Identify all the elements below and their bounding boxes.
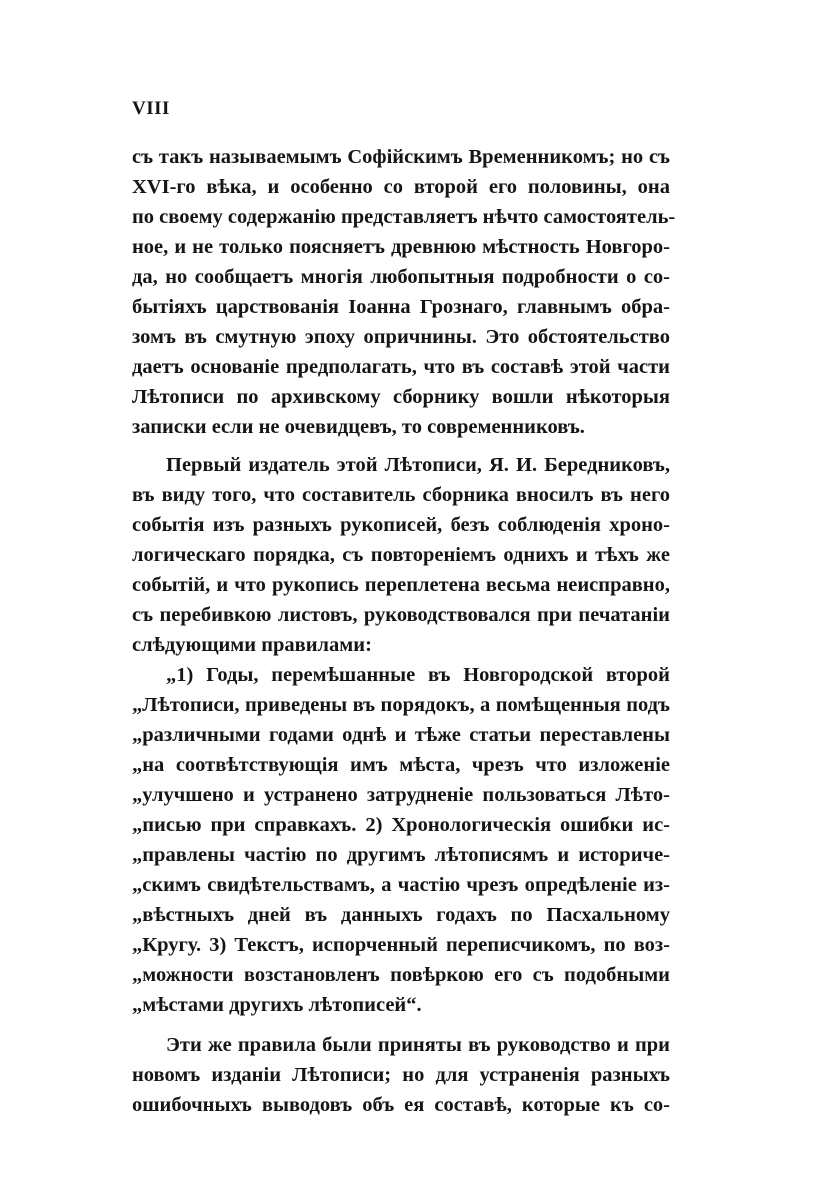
text-line: въ виду того, что составитель сборника вносилъ въ него [132,484,670,506]
text-line: XVI-го вѣка, и особенно со второй его половины, она [132,176,670,198]
text-line: съ перебивкою листовъ, руководствовался при печатаніи [132,604,670,626]
text-line: ошибочныхъ выводовъ объ ея составѣ, которые къ со- [132,1094,670,1116]
text-line: записки если не очевидцевъ, то современниковъ. [132,416,585,438]
text-line: „мѣстами другихъ лѣтописей“. [132,994,422,1016]
text-line: „различными годами однѣ и тѣже статьи переставлены [132,724,670,746]
text-line: „1) Годы, перемѣшанные въ Новгородской второй [166,664,670,686]
text-line: Первый издатель этой Лѣтописи, Я. И. Бередниковъ, [166,454,670,476]
text-line: бытіяхъ царствованія Іоанна Грознаго, главнымъ обра- [132,296,670,318]
text-line: съ такъ называемымъ Софійскимъ Временникомъ; но съ [132,146,670,168]
text-line: „на соотвѣтствующія имъ мѣста, чрезъ что изложеніе [132,754,670,776]
text-line: даетъ основаніе предполагать, что въ составѣ этой части [132,356,670,378]
text-line: слѣдующими правилами: [132,634,372,656]
text-line: Эти же правила были приняты въ руководство и при [166,1034,670,1056]
text-line: событій, и что рукопись переплетена весьма неисправно, [132,574,670,596]
text-line: „правлены частію по другимъ лѣтописямъ и историче- [132,844,670,866]
text-line: „скимъ свидѣтельствамъ, а частію чрезъ опредѣленіе из- [132,874,670,896]
text-line: новомъ изданіи Лѣтописи; но для устраненія разныхъ [132,1064,670,1086]
text-line: по своему содержанію представляетъ нѣчто самостоятель- [132,206,676,228]
text-line: „писью при справкахъ. 2) Хронологическія ошибки ис- [132,814,670,836]
text-line: ное, и не только поясняетъ древнюю мѣстность Новгоро- [132,236,670,258]
text-line: зомъ въ смутную эпоху опричнины. Это обстоятельство [132,326,670,348]
text-line: „Кругу. 3) Текстъ, испорченный переписчикомъ, по воз- [132,934,670,956]
text-line: „можности возстановленъ повѣркою его съ подобными [132,964,670,986]
text-line: „улучшено и устранено затрудненіе пользоваться Лѣто- [132,784,670,806]
page-number: VIII [132,98,170,119]
text-line: событія изъ разныхъ рукописей, безъ соблюденія хроно- [132,514,670,536]
text-line: „вѣстныхъ дней въ данныхъ годахъ по Пасхальному [132,904,670,926]
text-line: Лѣтописи по архивскому сборнику вошли нѣкоторыя [132,386,670,408]
text-line: „Лѣтописи, приведены въ порядокъ, а помѣщенныя подъ [132,694,670,716]
text-line: логическаго порядка, съ повтореніемъ однихъ и тѣхъ же [132,544,670,566]
text-line: да, но сообщаетъ многія любопытныя подробности о со- [132,266,670,288]
